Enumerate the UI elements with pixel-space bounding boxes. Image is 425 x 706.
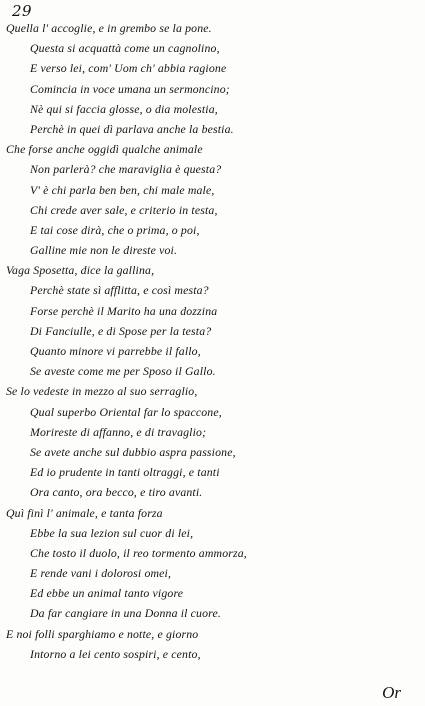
poem-line: Se avete anche sul dubbio aspra passione, (30, 444, 236, 459)
poem-line: E tai cose dirà, che o prima, o poi, (30, 222, 200, 237)
poem-line: Quanto minore vi parrebbe il fallo, (30, 344, 201, 358)
poem-line: Che tosto il duolo, il reo tormento ammorza, (30, 545, 247, 560)
poem-line: Ed ebbe un animal tanto vigore (30, 586, 184, 601)
poem-line: Che forse anche oggidì qualche animale (6, 142, 203, 157)
poem-line: Nè qui si faccia glosse, o dia molestia, (30, 101, 218, 116)
poem-line: Intorno a lei cento sospiri, e cento, (30, 646, 201, 661)
poem-text (0, 18, 425, 664)
poem-line: E rende vani i dolorosi omei, (30, 566, 172, 581)
poem-line: Morireste di affanno, e di travaglio; (30, 424, 207, 439)
poem-line: Di Fanciulle, e di Spose per la testa? (30, 323, 212, 338)
poem-line: E noi folli sparghiamo e notte, e giorno (6, 626, 199, 641)
poem-line: Ed io prudente in tanti oltraggi, e tanti (30, 465, 220, 480)
poem-line: Se lo vedeste in mezzo al suo serraglio, (6, 384, 198, 399)
poem-line: Forse perchè il Marito ha una dozzina (30, 303, 218, 318)
poem-line: Se aveste come me per Sposo il Gallo. (30, 364, 216, 379)
poem-line: E verso lei, com' Uom ch' abbia ragione (30, 61, 227, 76)
poem-line: Da far cangiare in una Donna il cuore. (30, 606, 221, 621)
poem-line: Ora canto, ora becco, e tiro avanti. (30, 485, 203, 500)
poem-line: Non parlerà? che maraviglia è questa? (30, 162, 222, 177)
poem-line: Perchè state sì afflitta, e così mesta? (30, 283, 209, 298)
page-number: 29 (12, 2, 33, 20)
poem-line: Questa si acquattà come un cagnolino, (30, 41, 220, 56)
poem-line: Chi crede aver sale, e criterio in testa, (30, 202, 218, 217)
poem-line: Vaga Sposetta, dice la gallina, (6, 263, 155, 278)
poem-line: Comincia in voce umana un sermoncino; (30, 81, 230, 96)
poem-line: Quella l' accoglie, e in grembo se la pone. (6, 21, 212, 35)
poem-line: V' è chi parla ben ben, chi male male, (30, 182, 215, 197)
poem-line: Galline mie non le direste voi. (30, 243, 178, 258)
catchword: Or (382, 683, 401, 702)
poem-line: Perchè in quei dì parlava anche la bestia. (30, 121, 234, 136)
poem-line: Ebbe la sua lezion sul cuor di lei, (30, 525, 194, 540)
poem-line: Qual superbo Oriental far lo spaccone, (30, 404, 222, 419)
poem-line: Quì finì l' animale, e tanta forza (6, 505, 163, 520)
